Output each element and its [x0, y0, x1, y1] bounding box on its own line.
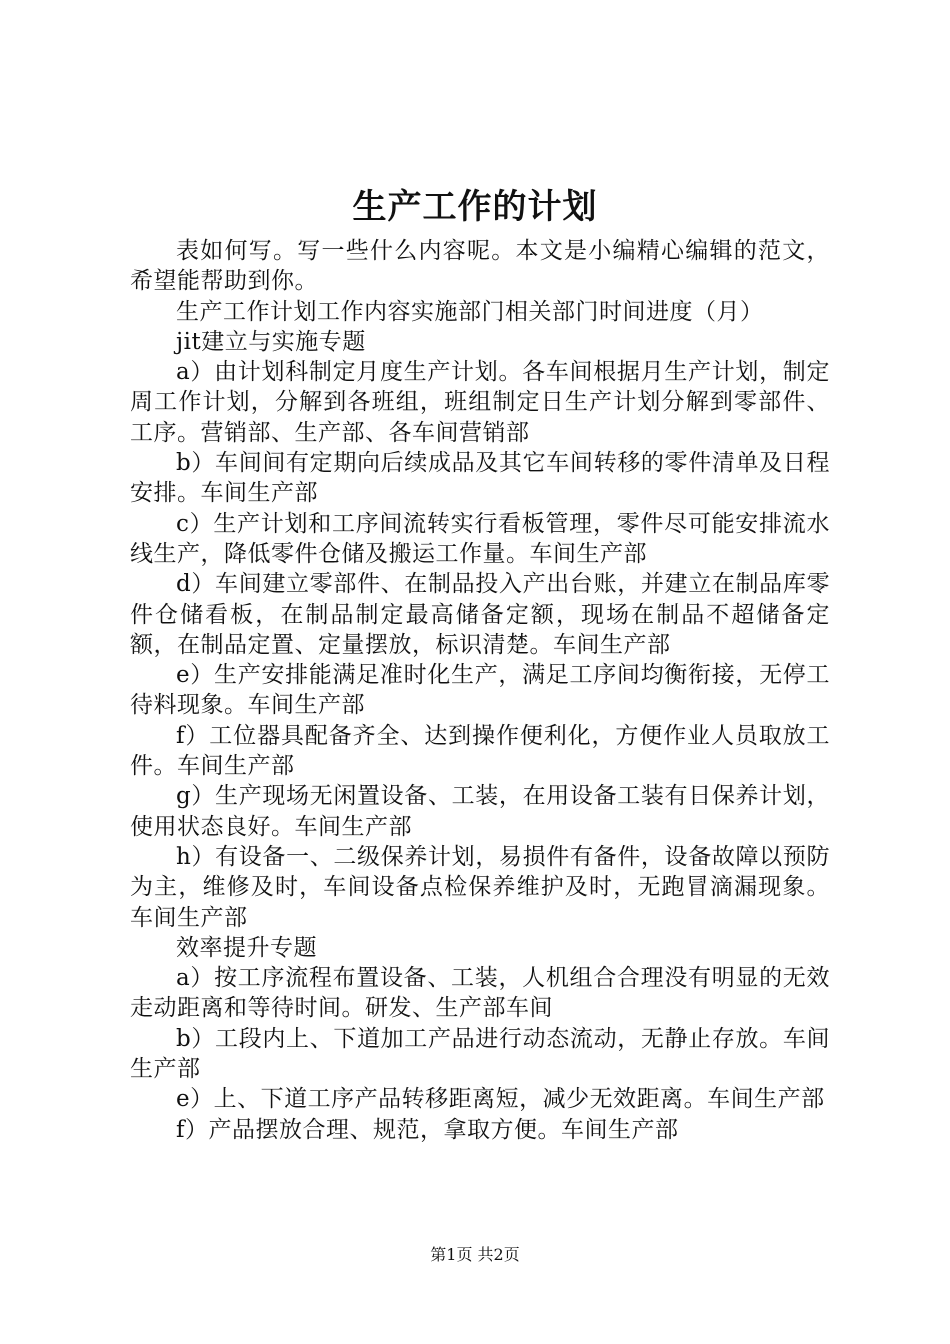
paragraph: 生产工作计划工作内容实施部门相关部门时间进度（月） [176, 298, 764, 325]
paragraph: a）按工序流程布置设备、工装，人机组合合理没有明显的无效走动距离和等待时间。研发、生产部车间 [130, 965, 830, 1022]
paragraph: f）工位器具配备齐全、达到操作便利化，方便作业人员取放工件。车间生产部 [130, 722, 830, 780]
paragraph: g）生产现场无闲置设备、工装，在用设备工装有日保养计划，使用状态良好。车间生产部 [130, 783, 830, 840]
page-title: 生产工作的计划 [352, 187, 598, 227]
paragraph: 表如何写。写一些什么内容呢。本文是小编精心编辑的范文，希望能帮助到你。 [130, 238, 830, 295]
section-heading: jit建立与实施专题 [176, 328, 366, 355]
paragraph: d）车间建立零部件、在制品投入产出台账，并建立在制品库零件仓储看板，在制品制定最高储备定额，现场在制品不超储备定额，在制品定置、定量摆放，标识清楚。车间生产部 [130, 571, 830, 658]
paragraph: b）车间间有定期向后续成品及其它车间转移的零件清单及日程安排。车间生产部 [130, 450, 830, 507]
paragraph: h）有设备一、二级保养计划，易损件有备件，设备故障以预防为主，维修及时，车间设备点检保养维护及时，无跑冒滴漏现象。车间生产部 [130, 843, 830, 931]
page-footer: 第1页 共2页 [430, 1245, 520, 1264]
paragraph: e）上、下道工序产品转移距离短，减少无效距离。车间生产部 [176, 1086, 825, 1113]
document-body [130, 236, 830, 1145]
paragraph: b）工段内上、下道加工产品进行动态流动，无静止存放。车间生产部 [130, 1025, 830, 1083]
paragraph: c）生产计划和工序间流转实行看板管理，零件尽可能安排流水线生产，降低零件仓储及搬运工作量。车间生产部 [130, 510, 830, 567]
paragraph: a）由计划科制定月度生产计划。各车间根据月生产计划，制定周工作计划，分解到各班组，班组制定日生产计划分解到零部件、工序。营销部、生产部、各车间营销部 [130, 359, 830, 446]
paragraph: e）生产安排能满足准时化生产，满足工序间均衡衔接，无停工待料现象。车间生产部 [130, 662, 830, 719]
section-heading: 效率提升专题 [176, 934, 317, 961]
paragraph: f）产品摆放合理、规范，拿取方便。车间生产部 [176, 1116, 679, 1143]
